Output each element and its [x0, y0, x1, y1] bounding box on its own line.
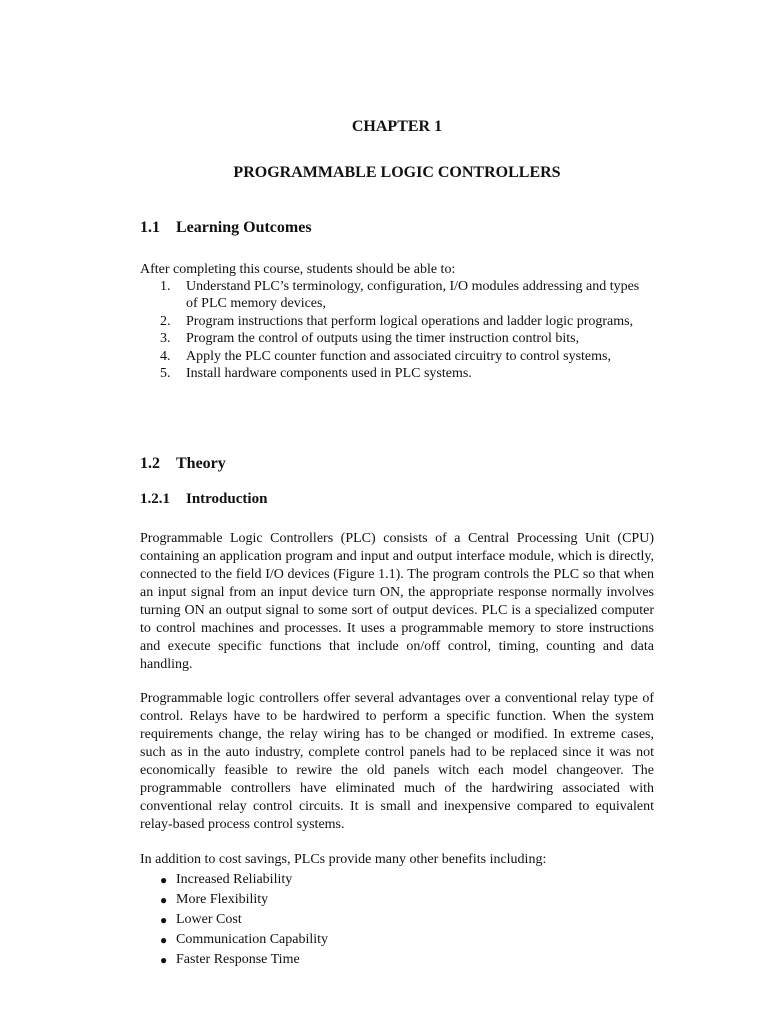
list-item: [140, 950, 654, 970]
bullet-icon: ●: [160, 913, 168, 927]
bullet-icon: ●: [160, 953, 168, 967]
intro-paragraph-1: Programmable Logic Controllers (PLC) consists of a Central Processing Unit (CPU) containing an application program and input and output interface module, which is directly, connected to the field I/O devices (Figure 1.1). The program controls the PLC so that when an input signal from an input device turn ON, the appropriate response normally involves turning ON an output signal to some sort of output devices. PLC is a specialized computer to control machines and processes. It uses a programmable memory to store instructions and execute specific functions that include on/off control, timing, counting and data handling.: [140, 531, 654, 672]
subsection-title: Introduction: [186, 491, 268, 507]
section-title: Learning Outcomes: [176, 219, 312, 236]
list-item: [140, 313, 654, 330]
list-item-text: More Flexibility: [176, 892, 269, 907]
subsection-number: 1.2.1: [140, 491, 170, 507]
list-number: 4.: [160, 348, 171, 364]
bullet-icon: ●: [160, 893, 168, 907]
benefits-intro: In addition to cost savings, PLCs provide many other benefits including:: [140, 852, 547, 867]
list-item-text: Program the control of outputs using the timer instruction control bits,: [186, 331, 580, 347]
list-item: [140, 890, 654, 910]
list-item: [140, 278, 654, 313]
intro-paragraph-2: Programmable logic controllers offer several advantages over a conventional relay type of control. Relays have to be hardwired to perform a specific function. When the system requirements change, the relay wiring has to be changed or modified. In extreme cases, such as in the auto industry, complete control panels had to be replaced since it was not economically feasible to rewire the old panels witch each model changeover. The programmable controllers have eliminated much of the hardwiring associated with conventional relay control circuits. It is small and inexpensive compared to equivalent relay-based process control systems.: [140, 691, 654, 832]
list-item: [140, 330, 654, 347]
chapter-title: PROGRAMMABLE LOGIC CONTROLLERS: [233, 164, 561, 181]
list-number: 3.: [160, 331, 171, 347]
section-heading-theory: [140, 455, 226, 473]
list-item-text: Faster Response Time: [176, 952, 300, 967]
list-item: [140, 930, 654, 950]
section-heading-learning-outcomes: [140, 219, 312, 237]
subsection-heading-introduction: [140, 491, 267, 508]
list-number: 2.: [160, 313, 171, 329]
bullet-icon: ●: [160, 873, 168, 887]
list-item-text: Install hardware components used in PLC systems.: [186, 366, 472, 382]
list-item-text: Understand PLC’s terminology, configuration, I/O modules addressing and types of PLC memory devices,: [186, 279, 640, 312]
list-number: 5.: [160, 366, 171, 382]
list-item-text: Communication Capability: [176, 932, 329, 947]
list-item: [140, 348, 654, 365]
list-number: 1.: [160, 279, 171, 294]
list-item-text: Increased Reliability: [176, 872, 293, 887]
list-item-text: Apply the PLC counter function and associated circuitry to control systems,: [186, 348, 611, 364]
list-item-text: Lower Cost: [176, 912, 242, 927]
learning-outcomes-intro: After completing this course, students should be able to:: [140, 262, 456, 277]
list-item-text: Program instructions that perform logical operations and ladder logic programs,: [186, 313, 634, 329]
chapter-label: CHAPTER 1: [351, 118, 443, 135]
list-item: [140, 365, 654, 382]
learning-outcomes-list: [140, 278, 654, 382]
bullet-icon: ●: [160, 933, 168, 947]
section-number: 1.2: [140, 455, 160, 472]
section-title: Theory: [176, 455, 226, 472]
benefits-list: [140, 870, 654, 970]
list-item: [140, 870, 654, 890]
list-item: [140, 910, 654, 930]
section-number: 1.1: [140, 219, 160, 236]
